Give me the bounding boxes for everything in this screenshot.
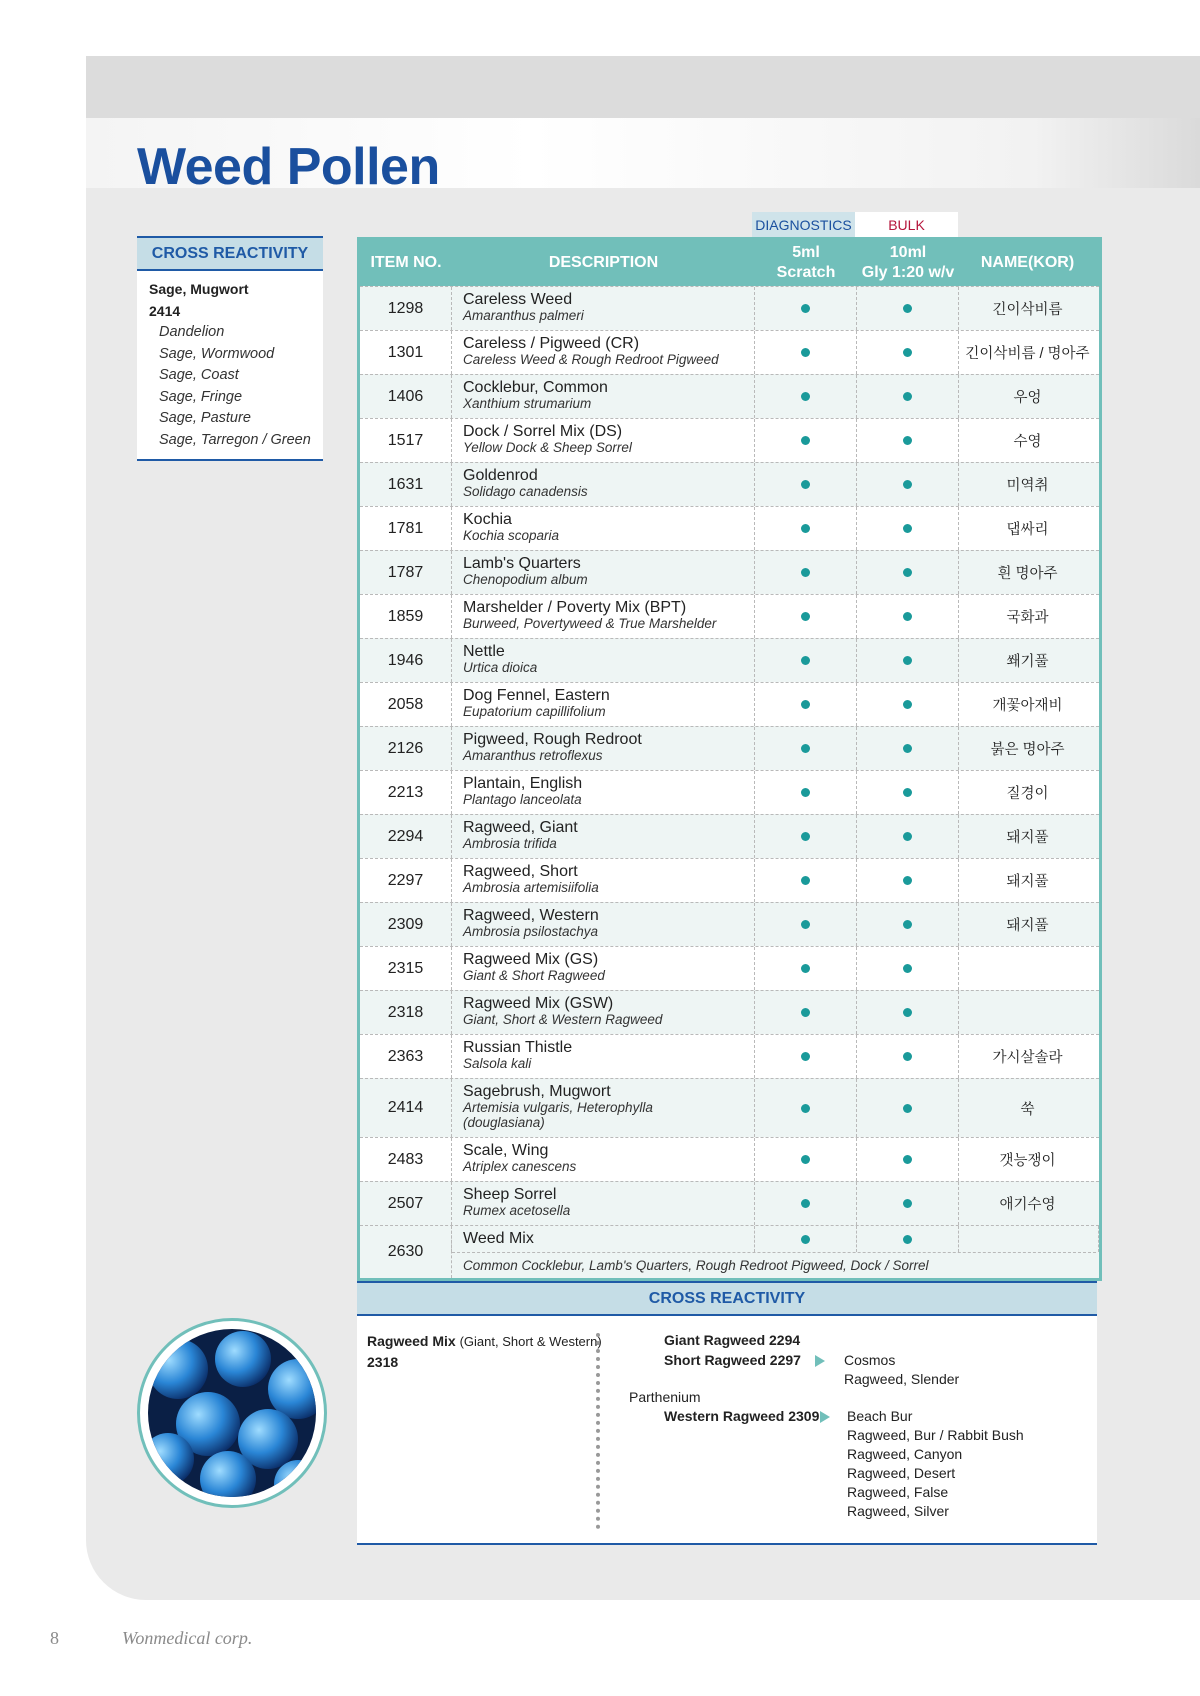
item-no: 1298 [360, 287, 452, 330]
common-name: Careless Weed [463, 291, 573, 308]
item-no: 2126 [360, 727, 452, 770]
diagnostics-cell [755, 331, 857, 374]
giant-ragweed: Giant Ragweed 2294 [664, 1332, 801, 1348]
weed-mix-item-no: 2630 [360, 1226, 452, 1278]
dot-icon [903, 656, 912, 665]
common-name: Goldenrod [463, 467, 538, 484]
item-no: 1301 [360, 331, 452, 374]
table-row [360, 594, 1099, 638]
table-row [360, 1078, 1099, 1137]
korean-name: 댑싸리 [1006, 522, 1049, 538]
table-row [360, 1181, 1099, 1225]
scientific-name: Xanthium strumarium [463, 396, 592, 411]
weed-mix-components: Common Cocklebur, Lamb's Quarters, Rough Redroot Pigweed, Dock / Sorrel [452, 1252, 1096, 1278]
header-bulk-type: Gly 1:20 w/v [861, 264, 955, 281]
diagnostics-cell [755, 375, 857, 418]
bulk-cell [857, 815, 959, 858]
bulk-cell [857, 1138, 959, 1181]
item-no: 1859 [360, 595, 452, 638]
scientific-name: Ambrosia trifida [463, 836, 557, 851]
header-diagnostics [755, 240, 857, 286]
bulk-cell [857, 991, 959, 1034]
korean-name: 쐐기풀 [1006, 654, 1049, 670]
item-no: 2297 [360, 859, 452, 902]
common-name: Ragweed, Giant [463, 819, 578, 836]
diagnostics-cell [755, 287, 857, 330]
description [452, 551, 755, 594]
common-name: Kochia [463, 511, 512, 528]
description [452, 375, 755, 418]
table-row [360, 990, 1099, 1034]
cross-reactive-item: Ragweed, Bur / Rabbit Bush [847, 1427, 1024, 1443]
dot-icon [903, 876, 912, 885]
item-no: 1631 [360, 463, 452, 506]
group-name: Sage, Mugwort [149, 281, 249, 297]
scientific-name: Chenopodium album [463, 572, 588, 587]
bulk-cell [857, 683, 959, 726]
common-name: Ragweed, Western [463, 907, 599, 924]
diagnostics-cell [755, 771, 857, 814]
dot-icon [801, 612, 810, 621]
korean-name: 국화과 [1006, 610, 1049, 626]
item-no: 1517 [360, 419, 452, 462]
cross-reactive-item: Sage, Wormwood [159, 345, 275, 362]
triangle-right-icon [815, 1355, 825, 1367]
cross-reactive-item: Sage, Coast [159, 367, 239, 383]
bulk-cell [857, 507, 959, 550]
dot-icon [801, 348, 810, 357]
table-row [360, 770, 1099, 814]
korean-name: 돼지풀 [1006, 830, 1049, 846]
diagnostics-cell [755, 683, 857, 726]
header-name-kor: NAME(KOR) [980, 254, 1075, 271]
item-no: 1946 [360, 639, 452, 682]
common-name: Cocklebur, Common [463, 379, 608, 396]
dot-icon [801, 304, 810, 313]
description [452, 903, 755, 946]
korean-name: 수영 [1013, 434, 1042, 450]
dot-icon [903, 744, 912, 753]
dot-icon [903, 480, 912, 489]
diagnostics-cell [755, 815, 857, 858]
diagnostics-cell [755, 507, 857, 550]
table-header [360, 240, 1099, 286]
dot-icon [903, 832, 912, 841]
dot-icon [801, 1199, 810, 1208]
background-top-band [86, 56, 1200, 118]
dot-icon [903, 392, 912, 401]
scientific-name: Giant & Short Ragweed [463, 968, 605, 983]
dot-icon [903, 1104, 912, 1113]
header-diag-type: Scratch [776, 264, 836, 281]
diagnostics-label: DIAGNOSTICS [752, 212, 855, 238]
dot-icon [903, 920, 912, 929]
cross-reactive-item: Beach Bur [847, 1408, 913, 1424]
common-name: Dog Fennel, Eastern [463, 687, 610, 704]
cross-reactive-item: Ragweed, Slender [844, 1371, 960, 1387]
bulk-cell [857, 1079, 959, 1137]
common-name: Sheep Sorrel [463, 1186, 557, 1203]
dotted-divider [596, 1333, 600, 1529]
cross-reactive-item: Sage, Tarregon / Green [159, 431, 311, 448]
dot-icon [801, 700, 810, 709]
item-no: 1787 [360, 551, 452, 594]
dot-icon [903, 964, 912, 973]
table-row [360, 814, 1099, 858]
diagnostics-cell [755, 551, 857, 594]
korean-name: 긴이삭비름 / 명아주 [965, 346, 1090, 362]
dot-icon [801, 832, 810, 841]
cross-reactive-item: Cosmos [844, 1352, 896, 1368]
cross-reactive-item: Ragweed, Silver [847, 1503, 949, 1519]
item-no: 2318 [360, 991, 452, 1034]
korean-name: 갯능쟁이 [999, 1153, 1056, 1169]
ragweed-mix-label [367, 1331, 602, 1373]
diagnostics-cell [755, 859, 857, 902]
dot-icon [801, 480, 810, 489]
dot-icon [801, 392, 810, 401]
item-no: 2058 [360, 683, 452, 726]
korean-name [959, 991, 1096, 1034]
header-description: DESCRIPTION [548, 254, 659, 271]
item-no: 2414 [360, 1079, 452, 1137]
scientific-name: Eupatorium capillifolium [463, 704, 606, 719]
scientific-name: Atriplex canescens [463, 1159, 577, 1174]
scientific-name: Yellow Dock & Sheep Sorrel [463, 440, 632, 455]
item-no: 2363 [360, 1035, 452, 1078]
diagnostics-cell [755, 595, 857, 638]
common-name: Russian Thistle [463, 1039, 573, 1056]
korean-name [959, 947, 1096, 990]
description [452, 1079, 755, 1137]
dot-icon [801, 524, 810, 533]
dot-icon [903, 304, 912, 313]
dot-icon [801, 1008, 810, 1017]
bulk-cell [857, 1035, 959, 1078]
pollen-image [137, 1318, 327, 1508]
ragweed-mix-name: Ragweed Mix [367, 1333, 456, 1349]
table-body [360, 286, 1099, 1225]
bulk-cell [857, 947, 959, 990]
diagnostics-cell [755, 727, 857, 770]
dot-icon [903, 436, 912, 445]
table-row [360, 902, 1099, 946]
dot-icon [903, 1008, 912, 1017]
scientific-name-extra: (douglasiana) [463, 1115, 545, 1130]
table-row [360, 682, 1099, 726]
diagnostics-cell [755, 1035, 857, 1078]
description [452, 683, 755, 726]
description [452, 859, 755, 902]
table-row [360, 286, 1099, 330]
korean-name: 흰 명아주 [997, 566, 1058, 582]
korean-name: 돼지풀 [1006, 918, 1049, 934]
dot-icon [903, 612, 912, 621]
diagnostics-cell [755, 1138, 857, 1181]
dot-icon [801, 744, 810, 753]
bulk-cell [857, 1182, 959, 1225]
common-name: Lamb's Quarters [463, 555, 581, 572]
table-row [360, 462, 1099, 506]
common-name: Sagebrush, Mugwort [463, 1083, 611, 1100]
dot-icon [801, 1052, 810, 1061]
item-no: 2309 [360, 903, 452, 946]
weed-pollen-table [357, 237, 1102, 1281]
table-row [360, 726, 1099, 770]
item-no: 2483 [360, 1138, 452, 1181]
weed-mix-name: Weed Mix [463, 1230, 534, 1247]
table-row [360, 550, 1099, 594]
description [452, 1182, 755, 1225]
header-bulk-volume: 10ml [889, 244, 927, 261]
scientific-name: Giant, Short & Western Ragweed [463, 1012, 663, 1027]
table-row [360, 506, 1099, 550]
scientific-name: Amaranthus palmeri [463, 308, 584, 323]
description [452, 771, 755, 814]
dot-icon [801, 1104, 810, 1113]
parthenium: Parthenium [629, 1389, 701, 1405]
cross-reactive-item: Ragweed, Canyon [847, 1446, 963, 1462]
cross-reactive-item: Dandelion [159, 324, 225, 340]
scientific-name: Careless Weed & Rough Redroot Pigweed [463, 352, 719, 367]
diagnostics-cell [755, 903, 857, 946]
korean-name: 질경이 [1006, 786, 1049, 802]
scientific-name: Solidago canadensis [463, 484, 588, 499]
common-name: Dock / Sorrel Mix (DS) [463, 423, 623, 440]
dot-icon [801, 1235, 810, 1244]
diagnostics-cell [755, 639, 857, 682]
dot-icon [801, 788, 810, 797]
common-name: Nettle [463, 643, 505, 660]
description [452, 463, 755, 506]
cross-reactivity-sidebar [137, 236, 323, 461]
description [452, 639, 755, 682]
table-row-weed-mix [360, 1225, 1099, 1278]
item-no: 1406 [360, 375, 452, 418]
triangle-right-icon [820, 1411, 830, 1423]
dot-icon [903, 1052, 912, 1061]
diagnostics-cell [755, 1079, 857, 1137]
dot-icon [903, 1155, 912, 1164]
dot-icon [801, 436, 810, 445]
scientific-name: Artemisia vulgaris, Heterophylla [463, 1100, 653, 1115]
dot-icon [801, 964, 810, 973]
bulk-cell [857, 551, 959, 594]
korean-name: 애기수영 [999, 1197, 1056, 1213]
table-row [360, 1034, 1099, 1078]
ragweed-mix-detail: (Giant, Short & Western) [459, 1334, 602, 1349]
bulk-cell [857, 727, 959, 770]
company-name: Wonmedical corp. [122, 1628, 253, 1648]
bulk-cell [857, 903, 959, 946]
dot-icon [903, 348, 912, 357]
korean-name: 돼지풀 [1006, 874, 1049, 890]
table-row [360, 858, 1099, 902]
cross-reactivity-body [137, 271, 323, 459]
korean-name: 미역취 [1006, 478, 1049, 494]
common-name: Pigweed, Rough Redroot [463, 731, 642, 748]
bulk-cell [857, 639, 959, 682]
bulk-cell [857, 331, 959, 374]
dot-icon [903, 1235, 912, 1244]
bulk-cell [857, 771, 959, 814]
description [452, 287, 755, 330]
western-ragweed: Western Ragweed 2309 [664, 1408, 820, 1424]
bulk-cell [857, 287, 959, 330]
diagnostics-cell [755, 1182, 857, 1225]
common-name: Marshelder / Poverty Mix (BPT) [463, 599, 687, 616]
scientific-name: Salsola kali [463, 1056, 532, 1071]
header-diag-volume: 5ml [792, 244, 820, 261]
cross-reactive-item: Ragweed, False [847, 1484, 949, 1500]
page-number: 8 [50, 1628, 59, 1648]
bulk-cell [857, 859, 959, 902]
dot-icon [801, 876, 810, 885]
header-bulk [857, 240, 959, 286]
diagnostics-cell [755, 463, 857, 506]
diagnostics-cell [755, 991, 857, 1034]
cross-reactive-item: Sage, Fringe [159, 388, 243, 405]
bulk-cell [857, 463, 959, 506]
common-name: Ragweed, Short [463, 863, 578, 880]
dot-icon [903, 568, 912, 577]
common-name: Ragweed Mix (GS) [463, 951, 599, 968]
bulk-cell [857, 595, 959, 638]
header-item-no: ITEM NO. [370, 254, 442, 271]
table-row [360, 1137, 1099, 1181]
scientific-name: Ambrosia artemisiifolia [463, 880, 599, 895]
bulk-cell [857, 375, 959, 418]
description [452, 331, 755, 374]
scientific-name: Plantago lanceolata [463, 792, 582, 807]
page-title: Weed Pollen [137, 138, 440, 196]
description [452, 815, 755, 858]
description [452, 507, 755, 550]
bulk-cell [857, 419, 959, 462]
table-row [360, 330, 1099, 374]
description [452, 947, 755, 990]
dot-icon [903, 524, 912, 533]
common-name: Plantain, English [463, 775, 583, 792]
description [452, 1035, 755, 1078]
scientific-name: Rumex acetosella [463, 1203, 571, 1218]
scientific-name: Burweed, Povertyweed & True Marshelder [463, 616, 717, 631]
table-row [360, 638, 1099, 682]
cross-reactivity-ragweed [357, 1281, 1097, 1545]
description [452, 419, 755, 462]
korean-name: 붉은 명아주 [990, 742, 1065, 758]
cross-reactivity-header: CROSS REACTIVITY [137, 238, 323, 271]
cross-reactive-item: Sage, Pasture [159, 410, 251, 426]
cross-reactive-list [149, 322, 313, 451]
cross-reactive-item: Ragweed, Desert [847, 1465, 956, 1481]
scientific-name: Amaranthus retroflexus [463, 748, 603, 763]
description [452, 991, 755, 1034]
korean-name: 개꽃아재비 [992, 698, 1063, 714]
group-code: 2414 [149, 302, 181, 319]
table-row [360, 374, 1099, 418]
ragweed-mix-code: 2318 [367, 1354, 399, 1370]
scientific-name: Urtica dioica [463, 660, 538, 675]
scientific-name: Ambrosia psilostachya [463, 924, 599, 939]
dot-icon [801, 1155, 810, 1164]
dot-icon [903, 788, 912, 797]
table-row [360, 946, 1099, 990]
korean-name: 우엉 [1013, 390, 1042, 406]
item-no: 2507 [360, 1182, 452, 1225]
item-no: 2294 [360, 815, 452, 858]
short-ragweed: Short Ragweed 2297 [664, 1352, 801, 1368]
description [452, 727, 755, 770]
pollen-illustration [148, 1329, 316, 1497]
common-name: Scale, Wing [463, 1142, 549, 1159]
description [452, 1138, 755, 1181]
dot-icon [801, 568, 810, 577]
dot-icon [801, 920, 810, 929]
cross-reactivity-header: CROSS REACTIVITY [357, 1283, 1097, 1316]
korean-name: 긴이삭비름 [992, 302, 1063, 318]
dot-icon [903, 1199, 912, 1208]
diagnostics-cell [755, 419, 857, 462]
dot-icon [903, 700, 912, 709]
item-no: 1781 [360, 507, 452, 550]
korean-name: 가시살솔라 [992, 1050, 1063, 1066]
dot-icon [801, 656, 810, 665]
table-row [360, 418, 1099, 462]
description [452, 595, 755, 638]
bulk-label: BULK [855, 212, 958, 238]
scientific-name: Kochia scoparia [463, 528, 560, 543]
item-no: 2213 [360, 771, 452, 814]
item-no: 2315 [360, 947, 452, 990]
korean-name: 쑥 [1020, 1101, 1035, 1118]
common-name: Ragweed Mix (GSW) [463, 995, 614, 1012]
diagnostics-cell [755, 947, 857, 990]
common-name: Careless / Pigweed (CR) [463, 335, 640, 352]
